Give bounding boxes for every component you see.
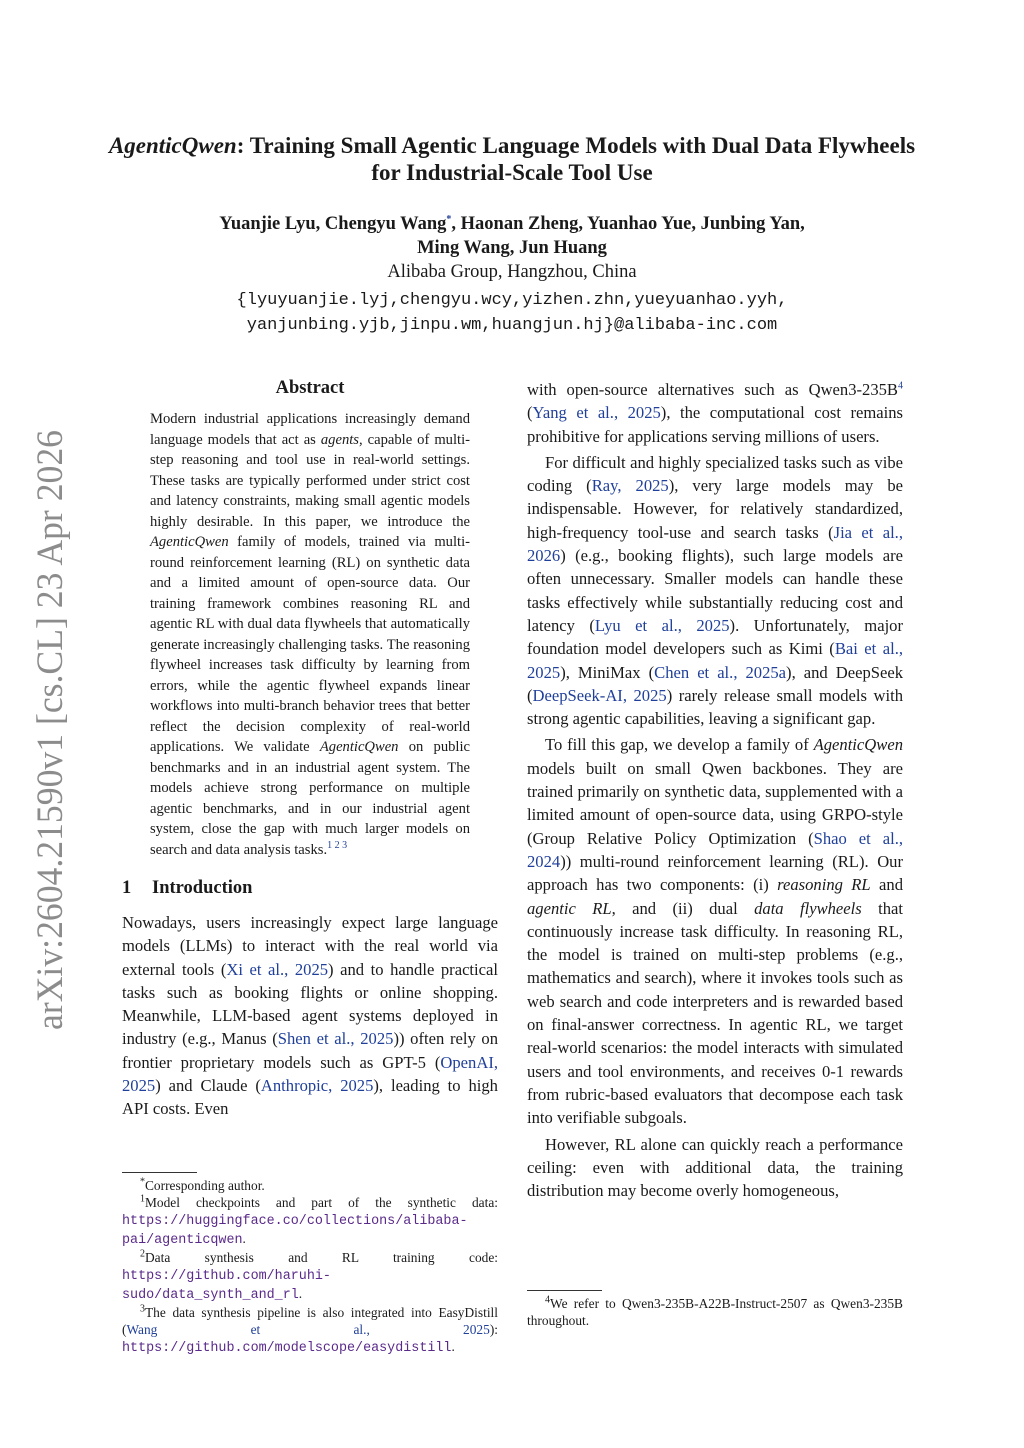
paragraph-text: ), the computational cost remains prohibitive for applications serving millions of users. — [527, 403, 903, 446]
footnote-2: $^2$Data synthesis and RL training code: https://github.com/haruhi-sudo/data_synth_and_rl. — [122, 1248, 498, 1303]
footnote-corresponding — [122, 1177, 498, 1194]
paper-title — [100, 132, 924, 186]
arxiv-identifier-stamp — [18, 420, 74, 1040]
footnote-mark: 1 — [140, 1193, 145, 1205]
paragraph-text: ). Unfortunately, major foundation model developers such as Kimi ( — [527, 615, 903, 659]
footnote-mark: 4 — [545, 1294, 550, 1306]
paragraph-text: , and (ii) dual — [611, 898, 755, 918]
section-number: 1 — [122, 878, 132, 898]
authors-part-1: Yuanjie Lyu, Chengyu Wang — [219, 214, 447, 234]
abstract-model-name: AgenticQwen — [150, 534, 229, 550]
citation-link[interactable]: Wang et al., 2025 — [126, 1322, 490, 1337]
paragraph-text: ( — [527, 403, 533, 423]
footnote-1: $^1$Model checkpoints and part of the synthetic data: https://huggingface.co/collections/alibaba-pai/agenticqwen. — [122, 1193, 498, 1248]
paragraph-text: ), and DeepSeek ( — [527, 662, 903, 705]
paragraph-text: ), leading to high API costs. Even — [122, 1076, 498, 1119]
abstract-model-name: AgenticQwen — [319, 739, 399, 755]
paragraph-text: To fill this gap, we develop a family of — [545, 735, 814, 755]
citation-link[interactable]: Anthropic, 2025 — [260, 1076, 374, 1096]
abstract-text: family of models, trained via multi-round reinforcement learning (RL) on synthetic data and a limited amount of open-source data. Our training framework combines reasoning RL and agentic RL with dual data flywheels that automatically generate increasingly challenging tasks. The reasoning flywheel increases task difficulty by learning from errors, while the agentic flywheel expands linear workflows into multi-branch behavior trees that better reflect the decision complexity of real-world applications. We validate — [150, 534, 470, 755]
abstract-text: Modern industrial applications increasingly demand language models that act as — [150, 411, 470, 448]
email-line-1: {lyuyuanjie.lyj,chengyu.wcy,yizhen.zhn,yueyuanhao.yyh, — [236, 291, 788, 310]
term-emphasis: agentic RL — [527, 898, 612, 918]
footnote-rule — [122, 1172, 197, 1173]
citation-link[interactable]: Jia et al., 2026 — [527, 522, 903, 566]
abstract-heading: Abstract — [275, 378, 345, 398]
paragraph-text: ), MiniMax ( — [560, 662, 655, 682]
left-footnotes — [122, 1172, 498, 1357]
term-emphasis: reasoning RL — [777, 875, 871, 895]
intro-paragraph-3 — [527, 733, 903, 1129]
citation-link[interactable]: Ray, 2025 — [591, 476, 669, 496]
author-list — [100, 212, 924, 260]
corresponding-author-mark[interactable]: * — [446, 213, 452, 225]
intro-paragraph-1-continued — [527, 378, 903, 448]
citation-link[interactable]: OpenAI, 2025 — [122, 1052, 498, 1096]
right-footnotes — [527, 1290, 903, 1329]
footnote-4 — [527, 1295, 903, 1329]
paragraph-text: ), very large models may be indispensable. However, for relatively standardized, high-frequency tool-use and search tasks ( — [527, 476, 904, 542]
right-column — [527, 378, 903, 1202]
authors-line-2: Ming Wang, Jun Huang — [417, 238, 607, 258]
paragraph-text: )) often rely on frontier proprietary models such as GPT-5 ( — [122, 1029, 499, 1072]
abstract-text: on public benchmarks and in an industrial agent system. The models achieve strong performance on multiple agentic benchmarks, and in our industrial agent system, close the gap with much larger models on search and data analysis tasks. — [150, 739, 471, 858]
paragraph-text: and — [870, 875, 903, 895]
footnote-url-link[interactable]: https://github.com/haruhi-sudo/data_synth_and_rl — [122, 1269, 331, 1303]
abstract-text: , capable of multi-step reasoning and tool use in real-world settings. These tasks are typically performed under strict cost and latency constraints, making small agentic models highly desirable. In this paper, we introduce the — [150, 431, 471, 530]
paragraph-text: that continuously increase task difficulty. In reasoning RL, the model is trained on multi-step problems (e.g., mathematics and search), where it invokes tools such as web search and code interpreters and is rewarded based on final-answer correctness. In agentic RL, we target real-world scenarios: the model interacts with simulated users and tool environments, and receives 0-1 rewards from rubric-based evaluators that decompose each task into verifiable subgoals. — [527, 898, 904, 1128]
paragraph-text: ) and Claude ( — [155, 1076, 261, 1096]
paragraph-text: )) multi-round reinforcement learning (RL). Our approach has two components: (i) — [527, 851, 903, 895]
footnote-text: Data synthesis and RL training code: — [145, 1250, 498, 1265]
title-model-name: AgenticQwen — [108, 133, 237, 158]
footnote-text: We refer to Qwen3-235B-A22B-Instruct-2507 as Qwen3-235B throughout. — [527, 1296, 903, 1328]
abstract-body — [150, 409, 470, 860]
citation-link[interactable]: Xi et al., 2025 — [226, 959, 329, 979]
paragraph-text: ) and to handle practical tasks such as booking flights or online shopping. Meanwhile, LLM-based agent systems deployed in industry (e.g., Manus ( — [122, 959, 498, 1049]
arxiv-identifier-text: arXiv:2604.21590v1 [cs.CL] 23 Apr 2026 — [30, 420, 71, 1030]
author-emails — [100, 288, 924, 338]
left-column — [122, 378, 498, 1121]
citation-link[interactable]: Lyu et al., 2025 — [594, 615, 730, 635]
affiliation: Alibaba Group, Hangzhou, China — [387, 262, 637, 282]
abstract-emphasis: agents — [320, 431, 359, 448]
intro-paragraph-2 — [527, 451, 903, 731]
footnote-text: ): — [489, 1322, 498, 1337]
email-line-2: yanjunbing.yjb,jinpu.wm,huangjun.hj}@alibaba-inc.com — [246, 316, 778, 335]
footnote-url-link[interactable]: https://huggingface.co/collections/alibaba-pai/agenticqwen — [122, 1214, 468, 1248]
title-text: : Training Small Agentic Language Models with Dual Data Flywheels for Industrial-Scale Tool Use — [236, 133, 916, 185]
intro-paragraph-1 — [122, 911, 498, 1121]
footnote-3: $^3$The data synthesis pipeline is also integrated into EasyDistill (Wang et al., 2025): https://github.com/modelscope/easydistill. — [122, 1303, 498, 1356]
citation-link[interactable]: Chen et al., 2025a — [654, 662, 787, 682]
footnote-text: Corresponding author. — [145, 1178, 265, 1193]
paragraph-text: models built on small Qwen backbones. They are trained primarily on synthetic data, supplemented with a limited amount of open-source data, using GRPO-style (Group Relative Policy Optimization ( — [527, 758, 903, 848]
paragraph-text: Nowadays, users increasingly expect large language models (LLMs) to interact with the real world via external tools ( — [122, 913, 498, 979]
abstract-footnote-marks[interactable]: 1 2 3 — [327, 839, 348, 851]
paragraph-text: with open-source alternatives such as Qwen3-235B — [527, 380, 898, 399]
citation-link[interactable]: Shen et al., 2025 — [277, 1029, 394, 1049]
paragraph-text: ) (e.g., booking flights), such large models are often unnecessary. Smaller models can handle these tasks effectively while substantially reducing cost and latency ( — [527, 546, 903, 635]
footnote-url-link[interactable]: https://github.com/modelscope/easydistill — [122, 1341, 452, 1356]
model-name-emphasis: AgenticQwen — [813, 735, 903, 755]
term-emphasis: data flywheels — [754, 898, 862, 918]
paragraph-text: For difficult and highly specialized tasks such as vibe coding ( — [527, 452, 903, 496]
citation-link[interactable]: DeepSeek-AI, 2025 — [532, 685, 667, 705]
section-title: Introduction — [152, 878, 253, 898]
citation-link[interactable]: Bai et al., 2025 — [527, 639, 903, 682]
authors-part-2: , Haonan Zheng, Yuanhao Yue, Junbing Yan, — [451, 214, 805, 234]
intro-paragraph-4: However, RL alone can quickly reach a performance ceiling: even with additional data, the training distribution may become overly homogeneous, — [527, 1134, 903, 1201]
footnote-mark: 2 — [140, 1248, 145, 1260]
paragraph-text: ) rarely release small models with strong agentic capabilities, leaving a significant gap. — [527, 685, 903, 729]
footnote-text: The data synthesis pipeline is also integrated into EasyDistill ( — [122, 1305, 498, 1337]
footnote-rule — [527, 1290, 602, 1291]
citation-link[interactable]: Yang et al., 2025 — [532, 403, 661, 423]
section-heading-introduction — [122, 878, 498, 899]
footnote-mark: 3 — [140, 1303, 145, 1315]
footnote-text: Model checkpoints and part of the synthetic data: — [145, 1195, 498, 1210]
citation-link[interactable]: Shao et al., 2024 — [527, 828, 903, 871]
footnote-mark: * — [140, 1176, 145, 1188]
footnote-mark-link[interactable]: 4 — [898, 380, 903, 392]
